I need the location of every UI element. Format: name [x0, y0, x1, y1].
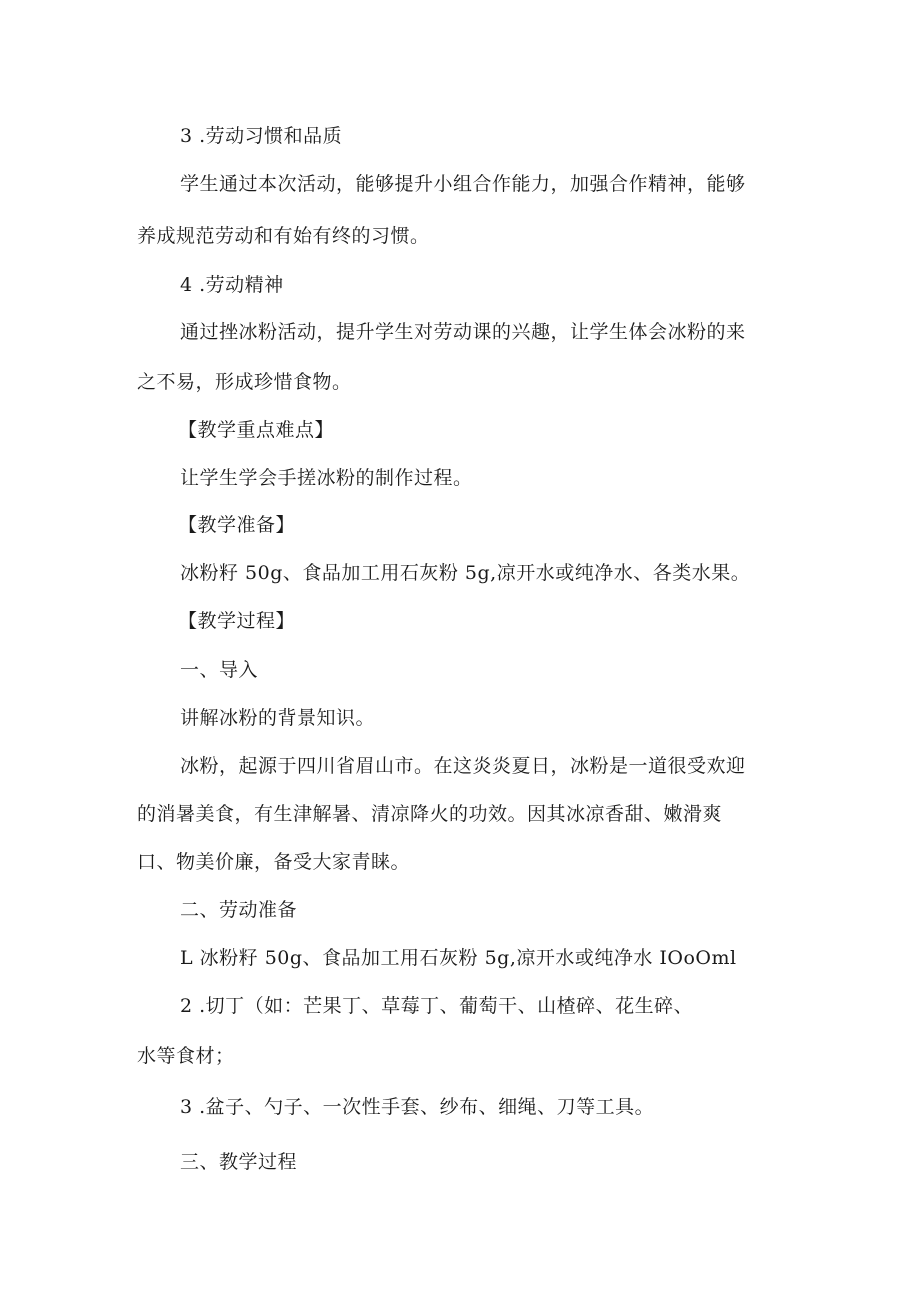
paragraph-line: 之不易，形成珍惜食物。: [137, 371, 352, 393]
list-item: 2 .切丁（如：芒果丁、草莓丁、葡萄干、山楂碎、花生碎、: [180, 995, 694, 1017]
heading-labor-habits: 3 .劳动习惯和品质: [180, 125, 343, 147]
paragraph-line: 冰粉籽 50g、食品加工用石灰粉 5g,凉开水或纯净水、各类水果。: [180, 562, 751, 584]
section-heading-process: 【教学过程】: [178, 610, 296, 632]
subheading-labor-prep: 二、劳动准备: [180, 899, 298, 921]
heading-labor-spirit: 4 .劳动精神: [180, 274, 284, 296]
subheading-introduction: 一、导入: [180, 659, 259, 681]
paragraph-line: 通过挫冰粉活动，提升学生对劳动课的兴趣，让学生体会冰粉的来: [180, 321, 746, 343]
paragraph-line: 学生通过本次活动，能够提升小组合作能力，加强合作精神，能够: [180, 173, 746, 195]
paragraph-line: 冰粉，起源于四川省眉山市。在这炎炎夏日，冰粉是一道很受欢迎: [180, 755, 746, 777]
list-item: L 冰粉籽 50g、食品加工用石灰粉 5g,凉开水或纯净水 IOoOml: [180, 947, 737, 969]
paragraph-line: 的消暑美食，有生津解暑、清凉降火的功效。因其冰凉香甜、嫩滑爽: [137, 803, 723, 825]
section-heading-preparation: 【教学准备】: [178, 514, 296, 536]
paragraph-line: 养成规范劳动和有始有终的习惯。: [137, 225, 430, 247]
list-item: 3 .盆子、勺子、一次性手套、纱布、细绳、刀等工具。: [180, 1096, 655, 1118]
paragraph-line: 水等食材；: [137, 1045, 235, 1067]
paragraph-line: 让学生学会手搓冰粉的制作过程。: [180, 467, 473, 489]
paragraph-line: 讲解冰粉的背景知识。: [180, 707, 376, 729]
subheading-teaching-process: 三、教学过程: [180, 1151, 298, 1173]
paragraph-line: 口、物美价廉，备受大家青睐。: [137, 851, 411, 873]
section-heading-key-points: 【教学重点难点】: [178, 419, 335, 441]
